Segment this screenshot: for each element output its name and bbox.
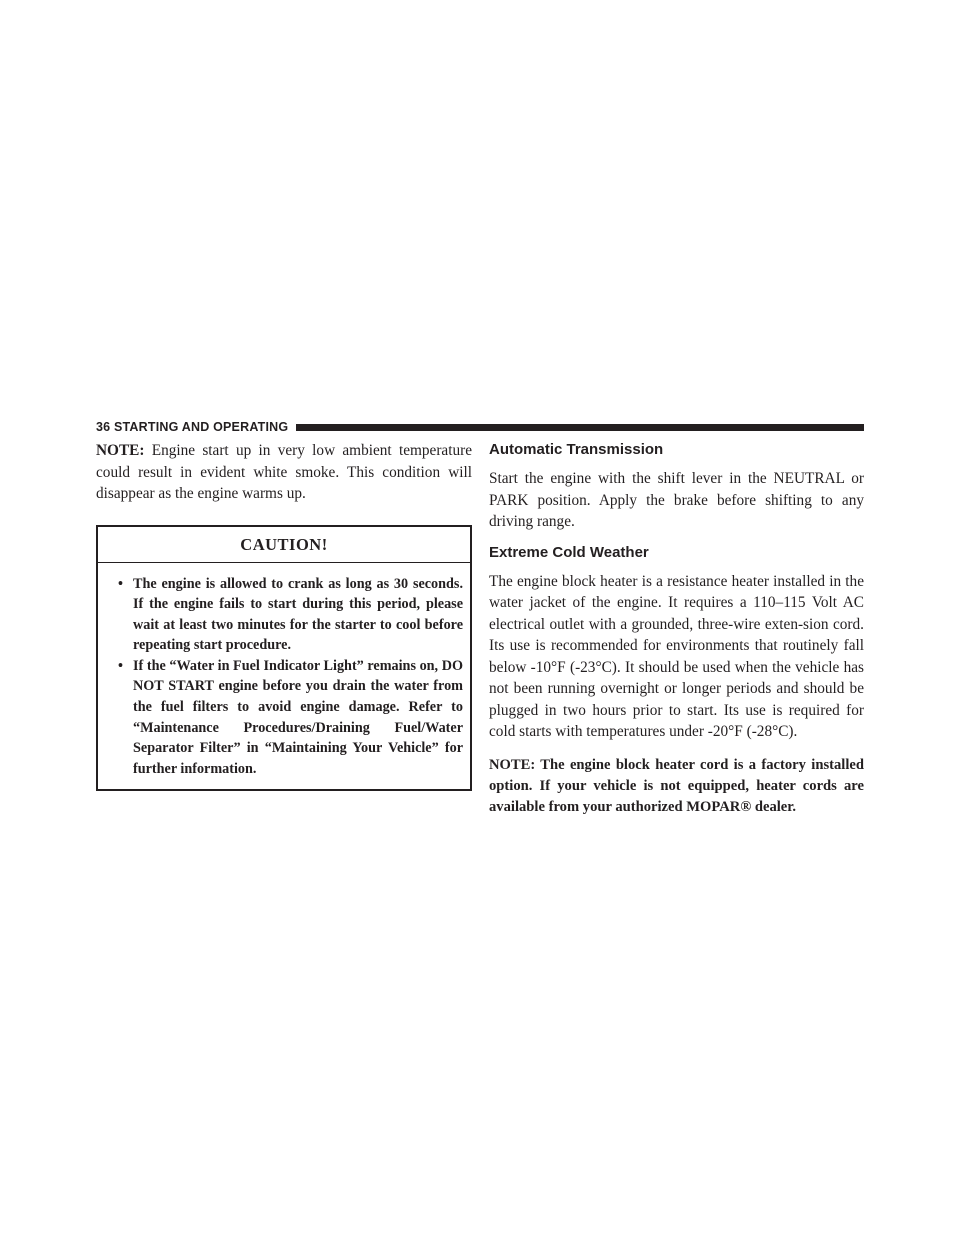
- page-number-section-label: 36 STARTING AND OPERATING: [96, 420, 289, 434]
- block-heater-note: NOTE: The engine block heater cord is a factory installed option. If your vehicle is not equipped, heater cords are available from your authorized MOPAR® dealer.: [489, 756, 864, 815]
- right-column: [489, 440, 864, 818]
- caution-item-crank-time: [118, 574, 463, 656]
- caution-list: [98, 563, 470, 780]
- page-header: [96, 419, 864, 435]
- extreme-cold-weather-text: The engine block heater is a resistance heater installed in the water jacket of the engine. It requires a 110–115 Volt AC electrical outlet with a grounded, three-wire exten-sion cord. Its use is recommended for environments that routinely fall below -10°F (-23°C). It should be used when the vehicle has not been running overnight or longer periods and should be plugged in two hours prior to start. Its use is required for cold starts with temperatures under -20°F (-28°C).: [489, 572, 864, 740]
- engine-smoke-note: [96, 440, 472, 505]
- header-rule: [296, 424, 864, 431]
- note-label: NOTE:: [96, 442, 145, 459]
- bullet-icon: •: [118, 575, 123, 592]
- caution-item-text: If the “Water in Fuel Indicator Light” remains on, DO NOT START engine before you drain the water from the fuel filters to avoid engine damage. Refer to “Maintenance Procedures/Draining Fuel/Water Separator Filter” in “Maintaining Your Vehicle” for further information.: [133, 657, 463, 777]
- caution-item-water-in-fuel: [118, 656, 463, 780]
- note-text: Engine start up in very low ambient temperature could result in evident white smoke. This condition will disappear as the engine warms up.: [96, 442, 472, 502]
- caution-box: [96, 525, 472, 792]
- section-heading-automatic-transmission: Automatic Transmission: [489, 441, 664, 458]
- caution-item-text: The engine is allowed to crank as long as 30 seconds. If the engine fails to start during this period, please wait at least two minutes for the starter to cool before repeating start procedure.: [133, 575, 463, 654]
- caution-title: CAUTION!: [98, 527, 470, 563]
- section-heading-extreme-cold-weather: Extreme Cold Weather: [489, 543, 649, 561]
- bullet-icon: •: [118, 657, 123, 674]
- left-column: [96, 440, 472, 791]
- automatic-transmission-text: Start the engine with the shift lever in the NEUTRAL or PARK position. Apply the brake before shifting to any driving range.: [489, 470, 864, 530]
